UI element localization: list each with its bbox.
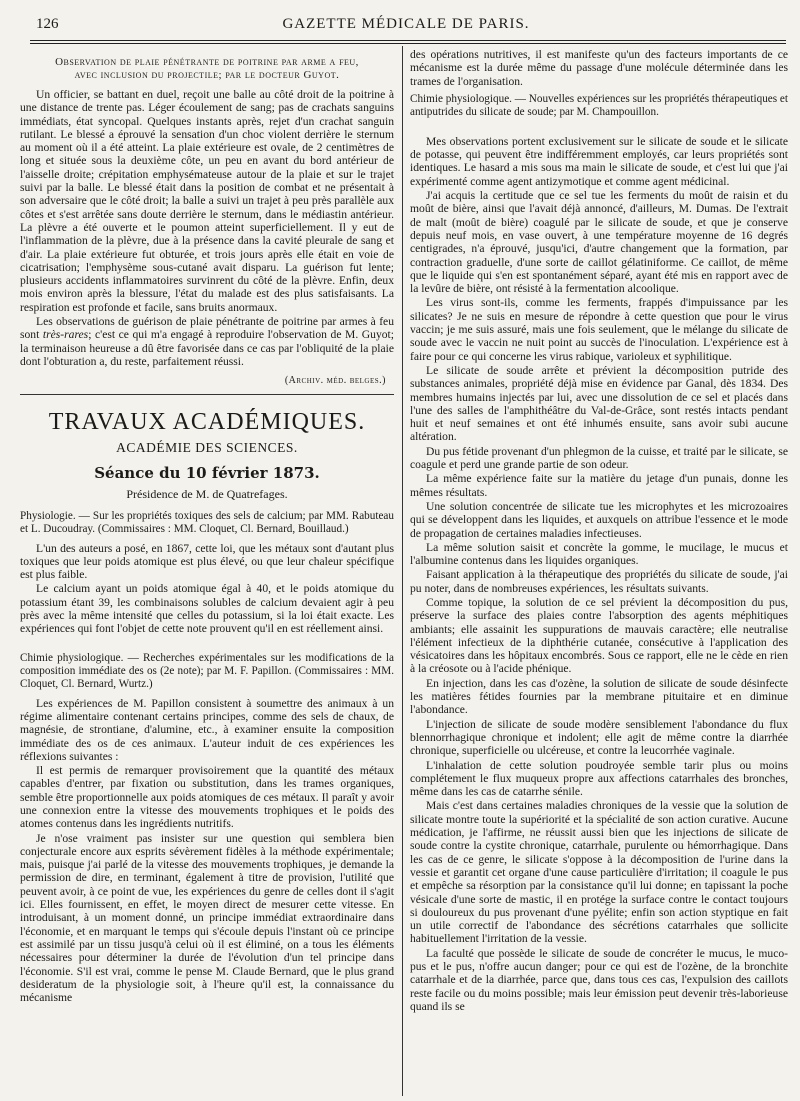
paragraph: Il est permis de remarquer provisoirement que la quantité des métaux capables d'entrer, par fixation ou substitution, dans les trames organiques, semble être proportionnelle aux poids atomiques de ces métaux. Il paraît y avoir une connexion entre la vitesse des mouvements trophiques et le poids des atomes contenus dans les ingrédients nutritifs. (20, 764, 394, 831)
paragraph: Mais c'est dans certaines maladies chroniques de la vessie que la solution de silicate montre toute la supériorité et la spécialité de son action curative. Aucune médication, je l'affirme, ne réussit aussi bien que les injections de silicate de soude contre la cystite chronique, catarrhale, purulente ou hémorrhagique. Dans les cas de ce genre, le silicate s'oppose à la décomposition de l'urine dans la vessie et garantit cet organe d'une cause particulière d'irritation; il coagule le pus et empêche sa résorption par la consistance qu'il lui donne; en tapissant la poche vésicale d'une sorte de mastic, il en protége la surface contre le contact toujours si douloureux du pus provenant d'une pyélite; enfin son action styptique en fait un utile correctif de l'abondance des sécrétions catarrhales que sollicite habituellement l'irritation de la vessie. (410, 799, 788, 946)
session-date: Séance du 10 février 1873. (94, 463, 320, 482)
paragraph: Le calcium ayant un poids atomique égal à 40, et le poids atomique du potassium étant 39, les combinaisons solubles de calcium devaient agir à peu près avec la même intensité que celles du potassium, si la loi était exacte. Les expériences qui font l'objet de cette note prouvent qu'il en est réellement ainsi. (20, 582, 394, 636)
presidency: Présidence de M. de Quatrefages. (126, 486, 288, 501)
paragraph: Le silicate de soude arrête et prévient la décomposition putride des substances animales, propriété déjà mise en évidence par Ganal, dès 1834. Des membres humains injectés par lui, avec une dissolution de ce sel et placés dans l'une des salles de l'amphithéâtre du Val-de-Grâce, sont restés intacts pendant huit et neuf semaines et ont été inhumés ensuite, sans avoir subi aucune altération. (410, 363, 788, 444)
paragraph: Un officier, se battant en duel, reçoit une balle au côté droit de la poitrine à une distance de trente pas. Léger écoulement de sang; pas de crachats sanguins immédiats, état syncopal. Quelques instants après, rejet d'un crachat sanguin rutilant. Le blessé a éprouvé la sensation d'un choc violent derrière le sternum au moment où il a été atteint. La plaie extérieure est ovale, de 2 centimètres de long et située sous la deuxième côte, un peu en avant du bord antérieur de l'aisselle droite; crépitation emphysémateuse autour de la plaie et sur le trajet suivi par la balle. Le blessé était dans la position de combat et ne présentait à son adversaire que le côté droit; la balle a suivi un trajet à peu près parallèle aux côtes et s'est arrêtée sans doute derrière le sternum, dans le médiastin antérieur. La plèvre a été ouverte et le poumon atteint superficiellement. Il y eut de l'inflammation de la plèvre, due à la présence dans la cavité pleurale de sang et d'air. La plaie extérieure fut obturée, et trois jours après elle était en voie de cicatrisation; l'emphysème sous-cutané avait disparu. La guérison fut lente; plusieurs accidents inflammatoires survinrent du côté de la plèvre. Enfin, deux mois environ après la blessure, l'état du malade est des plus satisfaisants. La respiration est profonde et facile, sans bruits anormaux. (20, 88, 394, 314)
paragraph: J'ai acquis la certitude que ce sel tue les ferments du moût de raisin et du moût de bière, ainsi que l'avait déjà annoncé, d'ailleurs, M. Dumas. De l'extrait de malt (moût de bière) coagulé par le silicate de soude, et que je conserve depuis neuf mois, en vase ouvert, à une température moyenne de 16 degrés centigrades, n'a éprouvé, jusqu'ici, d'autre changement que la formation, par contraction graduelle, d'une sorte de caillot gélatiniforme. Ce caillot, de même que le liquide qui s'en est spontanément séparé, ayant été mis en rapport avec de la levûre de bière, ont résisté à la fermentation alcoolique. (410, 189, 788, 296)
paragraph: Comme topique, la solution de ce sel prévient la décomposition du pus, préserve la surface des plaies contre l'absorption des agents méphitiques ambiants; elle assainit les suppurations de mauvais caractère; elle neutralise l'élément infectieux de la diphthérie cutanée, consécutive à l'application des vésicatoires dans les hôpitaux encombrés. Sous ce rapport, elle ne le cède en rien à la créosote ou à l'acide phénique. (410, 595, 788, 676)
paragraph: L'un des auteurs a posé, en 1867, cette loi, que les métaux sont d'autant plus toxiques que leur poids atomique est plus élevé, ou que leur chaleur spécifique est plus faible. (20, 541, 394, 582)
article-title-guyot (20, 56, 394, 82)
subsection-heading-physiologie: Physiologie. — Sur les propriétés toxiques des sels de calcium; par MM. Rabuteau et L. Ducoudray. (Commissaires : MM. Cloquet, Cl. Bernard, Bouillaud.) (20, 509, 394, 535)
paragraph: L'injection de silicate de soude modère sensiblement l'abondance du flux blennorrhagique chronique et indolent; elle agit de même contre la diarrhée chronique, superficielle ou ulcéreuse, et contre la leucorrhée vaginale. (410, 717, 788, 758)
paragraph: La même expérience faite sur la matière du jetage d'un punais, donne les mêmes résultats. (410, 472, 788, 499)
paragraph: Faisant application à la thérapeutique des propriétés du silicate de soude, j'ai pu noter, dans de nombreuses expériences, les résultats suivants. (410, 568, 788, 595)
article-title-line-1: Observation de plaie pénétrante de poitrine par arme a feu, (55, 56, 359, 68)
subsection-heading-chimie-papillon: Chimie physiologique. — Recherches expérimentales sur les modifications de la composition immédiate des os (2e note); par M. F. Papillon. (Commissaires : MM. Cloquet, Cl. Bernard, Wurtz.) (20, 651, 394, 690)
column-divider (402, 46, 403, 1096)
section-title: TRAVAUX ACADÉMIQUES. (48, 408, 366, 435)
paragraph: Une solution concentrée de silicate tue les microphytes et les microzoaires qui se développent dans les liquides, et auxquels on attribue l'essence et le mode de propagation de certaines maladies infectieuses. (410, 499, 788, 540)
paragraph: La même solution saisit et concrète la gomme, le mucilage, le mucus et l'albumine contenus dans les liquides organiques. (410, 540, 788, 568)
text-run: Les observations de guérison de plaie pénétrante de poitrine par armes à feu sont (20, 315, 394, 342)
paragraph: Les expériences de M. Papillon consistent à soumettre des animaux à un régime alimentaire contenant certains principes, comme des sels de chaux, de magnésie, de strontiane, d'alumine, etc., à examiner ensuite la composition immédiate des os de ces animaux. L'auteur induit de ces expériences les réflexions suivantes : (20, 696, 394, 763)
article-title-line-2: avec inclusion du projectile; par le docteur Guyot. (74, 69, 340, 81)
section-divider (20, 394, 394, 395)
paragraph: En injection, dans les cas d'ozène, la solution de silicate de soude désinfecte les matières fétides fournies par la membrane pituitaire et en diminue l'abondance. (410, 676, 788, 717)
paragraph: Je n'ose vraiment pas insister sur une question qui semblera bien conjecturale encore aux esprits sévèrement fidèles à la méthode expérimentale; mais, puisque j'ai parlé de la vitesse des mouvements trophiques, je demande la permission de dire, en terminant, également à titre de provision, l'utilité que peuvent avoir, à ce point de vue, les expériences du genre de celles dont il s'agit ici. Elles fournissent, en effet, le moyen direct de mesurer cette vitesse. En introduisant, à un moment donné, un principe immédiat extraordinaire dans l'économie, et en marquant le temps qui s'écoule depuis l'instant où ce principe est assimilé par un tissu jusqu'à celui où il est éliminé, on a tous les éléments nécessaires pour déterminer la durée de l'évolution d'un tel principe dans l'économie. S'il est vrai, comme le pense M. Claude Bernard, que le plus grand desideratum de la physiologie soit, à l'heure qu'il est, la connaissance du mécanisme (20, 831, 394, 1005)
paragraph: Les virus sont-ils, comme les ferments, frappés d'impuissance par les silicates? Je ne suis en mesure de répondre à cette question que pour le virus vaccin; je me suis assuré, mais une fois seulement, que le mélange du silicate de soude avec le vaccin ne nuit point au succès de l'inoculation. L'expérience est à faire pour ce qui concerne les virus rabique, varioleux et syphilitique. (410, 296, 788, 363)
header-rule-thin (30, 43, 786, 44)
left-column (20, 48, 394, 1096)
header-rule (30, 40, 786, 41)
text-run: ; c'est ce qui m'a engagé à reproduire l'observation de M. Guyot; la terminaison heureuse a dû être favorisée dans ce cas par l'obliquité de la plaie dont l'obturation a, du reste, parfaitement réussi. (20, 328, 394, 368)
spacer (410, 125, 788, 135)
source-citation: (Archiv. méd. belges.) (284, 375, 386, 387)
emphasis-text: très-rares (42, 328, 89, 342)
right-column (410, 48, 788, 1096)
spacer (20, 637, 394, 647)
page-header (30, 14, 782, 36)
paragraph-continuation: des opérations nutritives, il est manifeste qu'un des facteurs importants de ce mécanisme est la durée même du passage d'une molécule déterminée dans les trames de l'organisation. (410, 48, 788, 88)
subsection-heading-chimie-champouillon: Chimie physiologique. — Nouvelles expériences sur les propriétés thérapeutiques et antiputrides du silicate de soude; par M. Champouillon. (410, 92, 788, 118)
paragraph: L'inhalation de cette solution poudroyée semble tarir plus ou moins complétement le flux muqueux propre aux affections catarrhales des bronches, même dans les cas de catarrhe sénile. (410, 758, 788, 799)
academy-heading: ACADÉMIE DES SCIENCES. (116, 439, 298, 455)
paragraph: La faculté que possède le silicate de soude de concréter le mucus, le muco-pus et le pus, n'offre aucun danger; pour ce qui est de l'ozène, de la bronchite catarrhale et de la diarrhée, parce que, dans tous ces cas, l'expulsion des caillots reste facile ou du moins possible; mais leur émission peut devenir très-laborieuse quand ils se (410, 946, 788, 1013)
paragraph: Du pus fétide provenant d'un phlegmon de la cuisse, et traité par le silicate, se coagule et perd une grande partie de son odeur. (410, 444, 788, 472)
paragraph: Mes observations portent exclusivement sur le silicate de soude et le silicate de potasse, qui peuvent être indifféremment employés, car leurs propriétés sont identiques. Le hasard a mis sous ma main le silicate de soude, et c'est lui que j'ai expérimenté comme agent antizymotique et comme agent médicinal. (410, 134, 788, 188)
paragraph (20, 315, 394, 368)
journal-title: GAZETTE MÉDICALE DE PARIS. (282, 16, 530, 32)
page-number: 126 (36, 16, 59, 32)
